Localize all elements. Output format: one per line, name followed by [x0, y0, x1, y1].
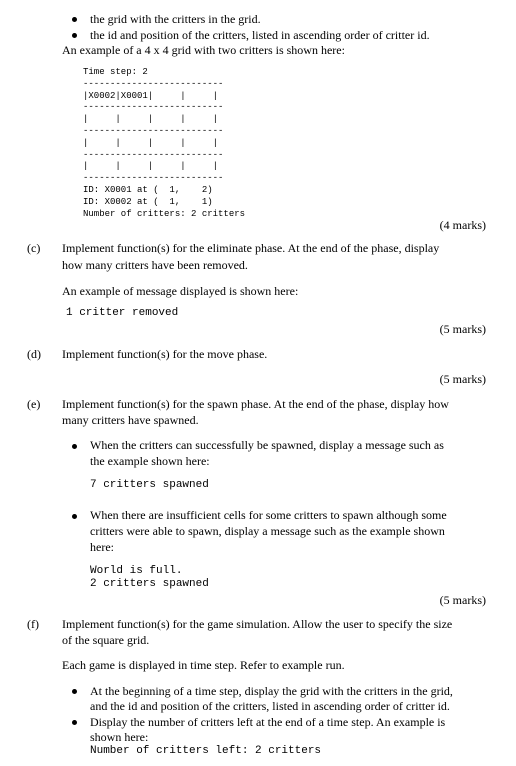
part-f-line1: Implement function(s) for the game simulation. Allow the user to specify the size	[62, 617, 453, 631]
part-e-bullet2-line1: When there are insufficient cells for some critters to spawn although some	[90, 508, 447, 522]
part-d-line1: Implement function(s) for the move phase.	[62, 347, 268, 361]
bullet-dot	[72, 720, 77, 725]
part-c-example: An example of message displayed is shown here:	[62, 284, 299, 298]
part-e-bullet1-code: 7 critters spawned	[90, 479, 209, 491]
top-bullet-1: the grid with the critters in the grid.	[90, 12, 261, 26]
part-e-bullet2-line3: here:	[90, 540, 114, 554]
part-f-bullet2-line1: Display the number of critters left at the end of a time step. An example is	[90, 715, 446, 729]
marks-b: (4 marks)	[439, 218, 486, 232]
part-c-code: 1 critter removed	[66, 307, 179, 319]
bullet-dot	[72, 689, 77, 694]
part-c-label: (c)	[27, 241, 41, 255]
bullet-dot	[72, 17, 77, 22]
part-e-label: (e)	[27, 397, 41, 411]
marks-e: (5 marks)	[439, 593, 486, 607]
example-intro: An example of a 4 x 4 grid with two critters is shown here:	[62, 43, 345, 57]
part-e-bullet1-line2: the example shown here:	[90, 454, 210, 468]
part-c-line1: Implement function(s) for the eliminate phase. At the end of the phase, display	[62, 241, 440, 255]
part-d-label: (d)	[27, 347, 41, 361]
top-bullet-2: the id and position of the critters, listed in ascending order of critter id.	[90, 28, 430, 42]
part-c-line2: how many critters have been removed.	[62, 258, 248, 272]
part-f-label: (f)	[27, 617, 39, 631]
marks-d: (5 marks)	[439, 372, 486, 386]
bullet-dot	[72, 33, 77, 38]
grid-example: Time step: 2 -------------------------- |X0002|X0001| | | -------------------------- | | | | | -------------------------- | | | | | -------------------------- | | | | | -------------------------- ID: X0001 at ( 1, 2) ID: X0002 at ( 1, 1) Number of critters: 2 critters	[83, 67, 246, 219]
part-f-bullet2-line2: shown here:	[90, 730, 149, 744]
part-e-bullet2-code: World is full. 2 critters spawned	[90, 565, 209, 590]
part-f-bullet1-line1: At the beginning of a time step, display the grid with the critters in the grid,	[90, 684, 453, 698]
part-e-bullet2-line2: critters were able to spawn, display a message such as the example shown	[90, 524, 445, 538]
part-e-line2: many critters have spawned.	[62, 413, 199, 427]
marks-c: (5 marks)	[439, 322, 486, 336]
bullet-dot	[72, 514, 77, 519]
part-f-bullet1-line2: and the id and position of the critters, listed in ascending order of critter id.	[90, 699, 450, 713]
part-f-para: Each game is displayed in time step. Refer to example run.	[62, 658, 345, 672]
part-f-bullet2-code: Number of critters left: 2 critters	[90, 745, 322, 757]
bullet-dot	[72, 444, 77, 449]
part-e-bullet1-line1: When the critters can successfully be spawned, display a message such as	[90, 438, 444, 452]
part-e-line1: Implement function(s) for the spawn phase. At the end of the phase, display how	[62, 397, 449, 411]
part-f-line2: of the square grid.	[62, 633, 150, 647]
